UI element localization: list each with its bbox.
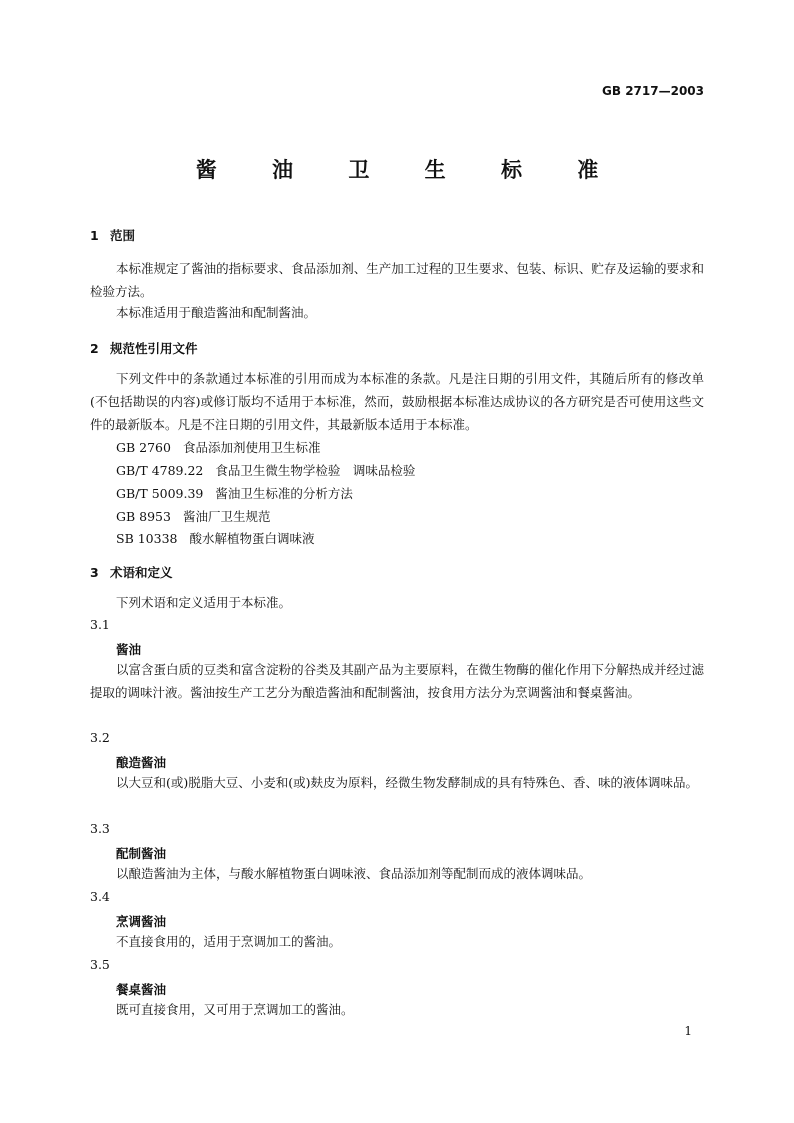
reference-title: 食品卫生微生物学检验 调味品检验: [215, 463, 416, 478]
section-number: 2: [90, 341, 99, 356]
clause-number: 3.5: [90, 957, 110, 972]
section-heading-scope: [90, 226, 135, 244]
reference-item: [116, 484, 353, 502]
term-definition: 以富含蛋白质的豆类和富含淀粉的谷类及其副产品为主要原料，在微生物酶的催化作用下分解热成并经过滤提取的调味汁液。酱油按生产工艺分为酿造酱油和配制酱油，按食用方法分为烹调酱油和餐桌酱油。: [90, 662, 704, 700]
term-definition: 既可直接食用，又可用于烹调加工的酱油。: [116, 1002, 354, 1017]
section-number: 3: [90, 565, 99, 580]
reference-item: [116, 529, 315, 547]
term-definition: 不直接食用的，适用于烹调加工的酱油。: [116, 934, 342, 949]
reference-code: GB/T 5009.39: [116, 486, 204, 501]
clause-number: 3.4: [90, 889, 110, 904]
term-heading: 餐桌酱油: [116, 982, 167, 997]
term-definition: 以大豆和(或)脱脂大豆、小麦和(或)麸皮为原料，经微生物发酵制成的具有特殊色、香、味的液体调味品。: [116, 775, 699, 790]
paragraph: 下列文件中的条款通过本标准的引用而成为本标准的条款。凡是注日期的引用文件，其随后所有的修改单(不包括勘误的内容)或修订版均不适用于本标准，然而，鼓励根据本标准达成协议的各方研究是否可使用这些文件的最新版本。凡是不注日期的引用文件，其最新版本适用于本标准。: [90, 371, 704, 432]
reference-title: 食品添加剂使用卫生标准: [182, 440, 321, 455]
reference-title: 酸水解植物蛋白调味液: [189, 531, 315, 546]
term-heading: 酿造酱油: [116, 755, 167, 770]
reference-code: GB 2760: [116, 440, 171, 455]
paragraph: 本标准规定了酱油的指标要求、食品添加剂、生产加工过程的卫生要求、包装、标识、贮存及运输的要求和检验方法。: [90, 261, 704, 299]
section-heading-normative-references: [90, 339, 198, 357]
reference-item: [116, 507, 270, 525]
section-number: 1: [90, 228, 99, 243]
section-heading-terms-and-definitions: [90, 563, 173, 581]
reference-title: 酱油厂卫生规范: [182, 509, 271, 524]
term-heading: 烹调酱油: [116, 914, 167, 929]
page-number: 1: [684, 1024, 692, 1038]
paragraph: 本标准适用于酿造酱油和配制酱油。: [116, 305, 317, 320]
reference-code: GB/T 4789.22: [116, 463, 204, 478]
reference-title: 酱油卫生标准的分析方法: [215, 486, 353, 501]
reference-code: GB 8953: [116, 509, 171, 524]
clause-number: 3.3: [90, 821, 110, 836]
section-title: 规范性引用文件: [110, 341, 198, 356]
section-title: 术语和定义: [110, 565, 173, 580]
term-heading: 酱油: [116, 642, 142, 657]
reference-code: SB 10338: [116, 531, 178, 546]
standard-number: GB 2717—2003: [602, 84, 704, 98]
reference-item: [116, 438, 320, 456]
document-title: 酱 油 卫 生 标 准: [195, 158, 623, 182]
section-title: 范围: [110, 228, 136, 243]
term-heading: 配制酱油: [116, 846, 167, 861]
paragraph: 下列术语和定义适用于本标准。: [116, 595, 292, 610]
clause-number: 3.1: [90, 617, 110, 632]
term-definition: 以酿造酱油为主体，与酸水解植物蛋白调味液、食品添加剂等配制而成的液体调味品。: [116, 866, 592, 881]
reference-item: [116, 461, 415, 479]
clause-number: 3.2: [90, 730, 110, 745]
